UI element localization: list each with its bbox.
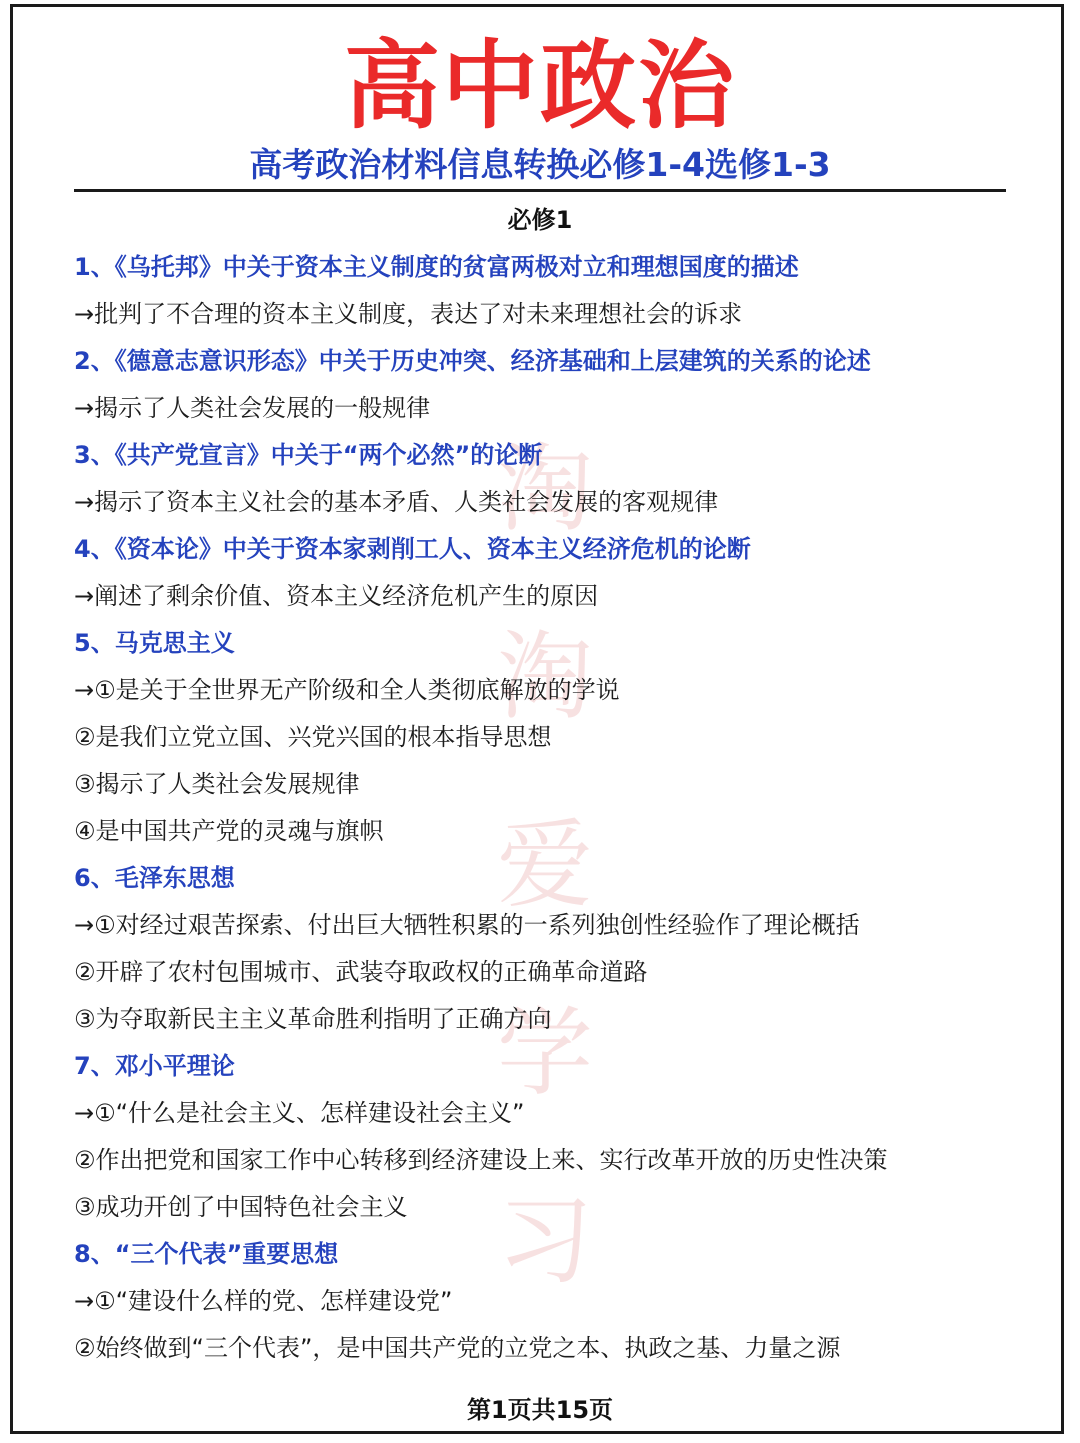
item-heading: 5、马克思主义	[74, 629, 235, 657]
item-conclusion: →①“建设什么样的党、怎样建设党”	[74, 1287, 453, 1315]
item-heading: 1、《乌托邦》中关于资本主义制度的贫富两极对立和理想国度的描述	[74, 253, 799, 281]
item-heading: 4、《资本论》中关于资本家剥削工人、资本主义经济危机的论断	[74, 535, 751, 563]
item-conclusion: ④是中国共产党的灵魂与旗帜	[74, 817, 384, 845]
item-heading: 6、毛泽东思想	[74, 864, 235, 892]
page-number: 第1页共15页	[466, 1396, 614, 1424]
item-conclusion: ③为夺取新民主主义革命胜利指明了正确方向	[74, 1005, 552, 1033]
title-divider	[74, 189, 1006, 192]
item-conclusion: ②作出把党和国家工作中心转移到经济建设上来、实行改革开放的历史性决策	[74, 1146, 888, 1174]
watermark-char: 淘	[497, 621, 593, 733]
item-conclusion: ②开辟了农村包围城市、武装夺取政权的正确革命道路	[74, 958, 648, 986]
item-conclusion: →批判了不合理的资本主义制度，表达了对未来理想社会的诉求	[74, 300, 743, 328]
item-heading: 2、《德意志意识形态》中关于历史冲突、经济基础和上层建筑的关系的论述	[74, 347, 871, 375]
watermark-char: 学	[497, 997, 593, 1109]
item-conclusion: ③成功开创了中国特色社会主义	[74, 1193, 408, 1221]
content-list	[74, 244, 1034, 1372]
watermark-char: 爱	[497, 809, 593, 921]
item-conclusion: →揭示了资本主义社会的基本矛盾、人类社会发展的客观规律	[74, 488, 719, 516]
item-conclusion: →揭示了人类社会发展的一般规律	[74, 394, 431, 422]
page-subtitle: 高考政治材料信息转换必修1-4选修1-3	[249, 145, 831, 184]
watermark-char: 淘	[497, 433, 593, 545]
item-conclusion: →①“什么是社会主义、怎样建设社会主义”	[74, 1099, 525, 1127]
section-heading: 必修1	[507, 206, 573, 234]
item-conclusion: ③揭示了人类社会发展规律	[74, 770, 360, 798]
item-heading: 3、《共产党宣言》中关于“两个必然”的论断	[74, 441, 543, 469]
item-conclusion: ②是我们立党立国、兴党兴国的根本指导思想	[74, 723, 552, 751]
item-conclusion: →①对经过艰苦探索、付出巨大牺牲积累的一系列独创性经验作了理论概括	[74, 911, 860, 939]
item-conclusion: →阐述了剩余价值、资本主义经济危机产生的原因	[74, 582, 599, 610]
page-title: 高中政治	[344, 30, 736, 142]
item-heading: 7、邓小平理论	[74, 1052, 235, 1080]
item-conclusion: →①是关于全世界无产阶级和全人类彻底解放的学说	[74, 676, 620, 704]
item-heading: 8、“三个代表”重要思想	[74, 1240, 339, 1268]
watermark-char: 习	[497, 1185, 593, 1297]
item-conclusion: ②始终做到“三个代表”，是中国共产党的立党之本、执政之基、力量之源	[74, 1334, 841, 1362]
